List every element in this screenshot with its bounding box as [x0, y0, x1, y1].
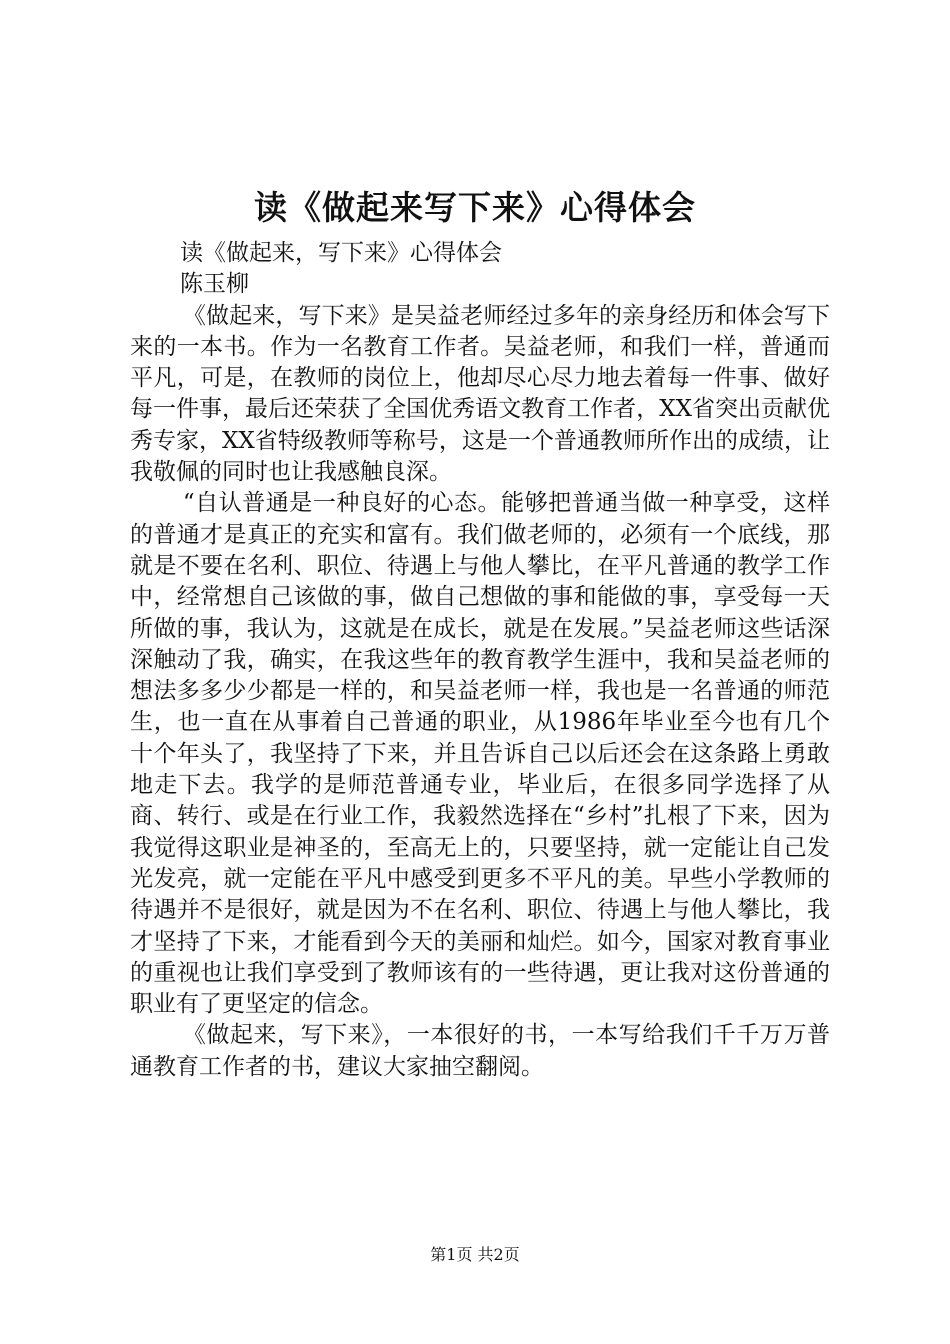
author-name: 陈玉柳: [180, 271, 249, 298]
document-title: 读《做起来写下来》心得体会: [254, 188, 696, 227]
paragraph-3: 《做起来，写下来》，一本很好的书，一本写给我们千千万万普通教育工作者的书，建议大家抽空翻阅。: [130, 1022, 830, 1080]
paragraph-1: 《做起来，写下来》是吴益老师经过多年的亲身经历和体会写下来的一本书。作为一名教育工作者。吴益老师，和我们一样，普通而平凡，可是，在教师的岗位上，他却尽心尽力地去着每一件事、做好每一件事，最后还荣获了全国优秀语文教育工作者，XX省突出贡献优秀专家，XX省特级教师等称号，这是一个普通教师所作出的成绩，让我敬佩的同时也让我感触良深。: [130, 302, 830, 486]
document-body: [130, 238, 830, 1083]
paragraph-2: “自认普通是一种良好的心态。能够把普通当做一种享受，这样的普通才是真正的充实和富有。我们做老师的，必须有一个底线，那就是不要在名利、职位、待遇上与他人攀比，在平凡普通的教学工作中，经常想自己该做的事，做自己想做的事和能做的事，享受每一天所做的事，我认为，这就是在成长，就是在发展。”吴益老师这些话深深触动了我，确实，在我这些年的教育教学生涯中，我和吴益老师的想法多多少少都是一样的，和吴益老师一样，我也是一名普通的师范生，也一直在从事着自己普通的职业，从1986年毕业至今也有几个十个年头了，我坚持了下来，并且告诉自己以后还会在这条路上勇敢地走下去。我学的是师范普通专业，毕业后，在很多同学选择了从商、转行、或是在行业工作，我毅然选择在“乡村”扎根了下来，因为我觉得这职业是神圣的，至高无上的，只要坚持，就一定能让自己发光发亮，就一定能在平凡中感受到更多不平凡的美。早些小学教师的待遇并不是很好，就是因为不在名利、职位、待遇上与他人攀比，我才坚持了下来，才能看到今天的美丽和灿烂。如今，国家对教育事业的重视也让我们享受到了教师该有的一些待遇，更让我对这份普通的职业有了更坚定的信念。: [130, 490, 830, 1018]
page-number-footer: 第1页 共2页: [430, 1245, 520, 1264]
subtitle: 读《做起来，写下来》心得体会: [180, 240, 502, 266]
